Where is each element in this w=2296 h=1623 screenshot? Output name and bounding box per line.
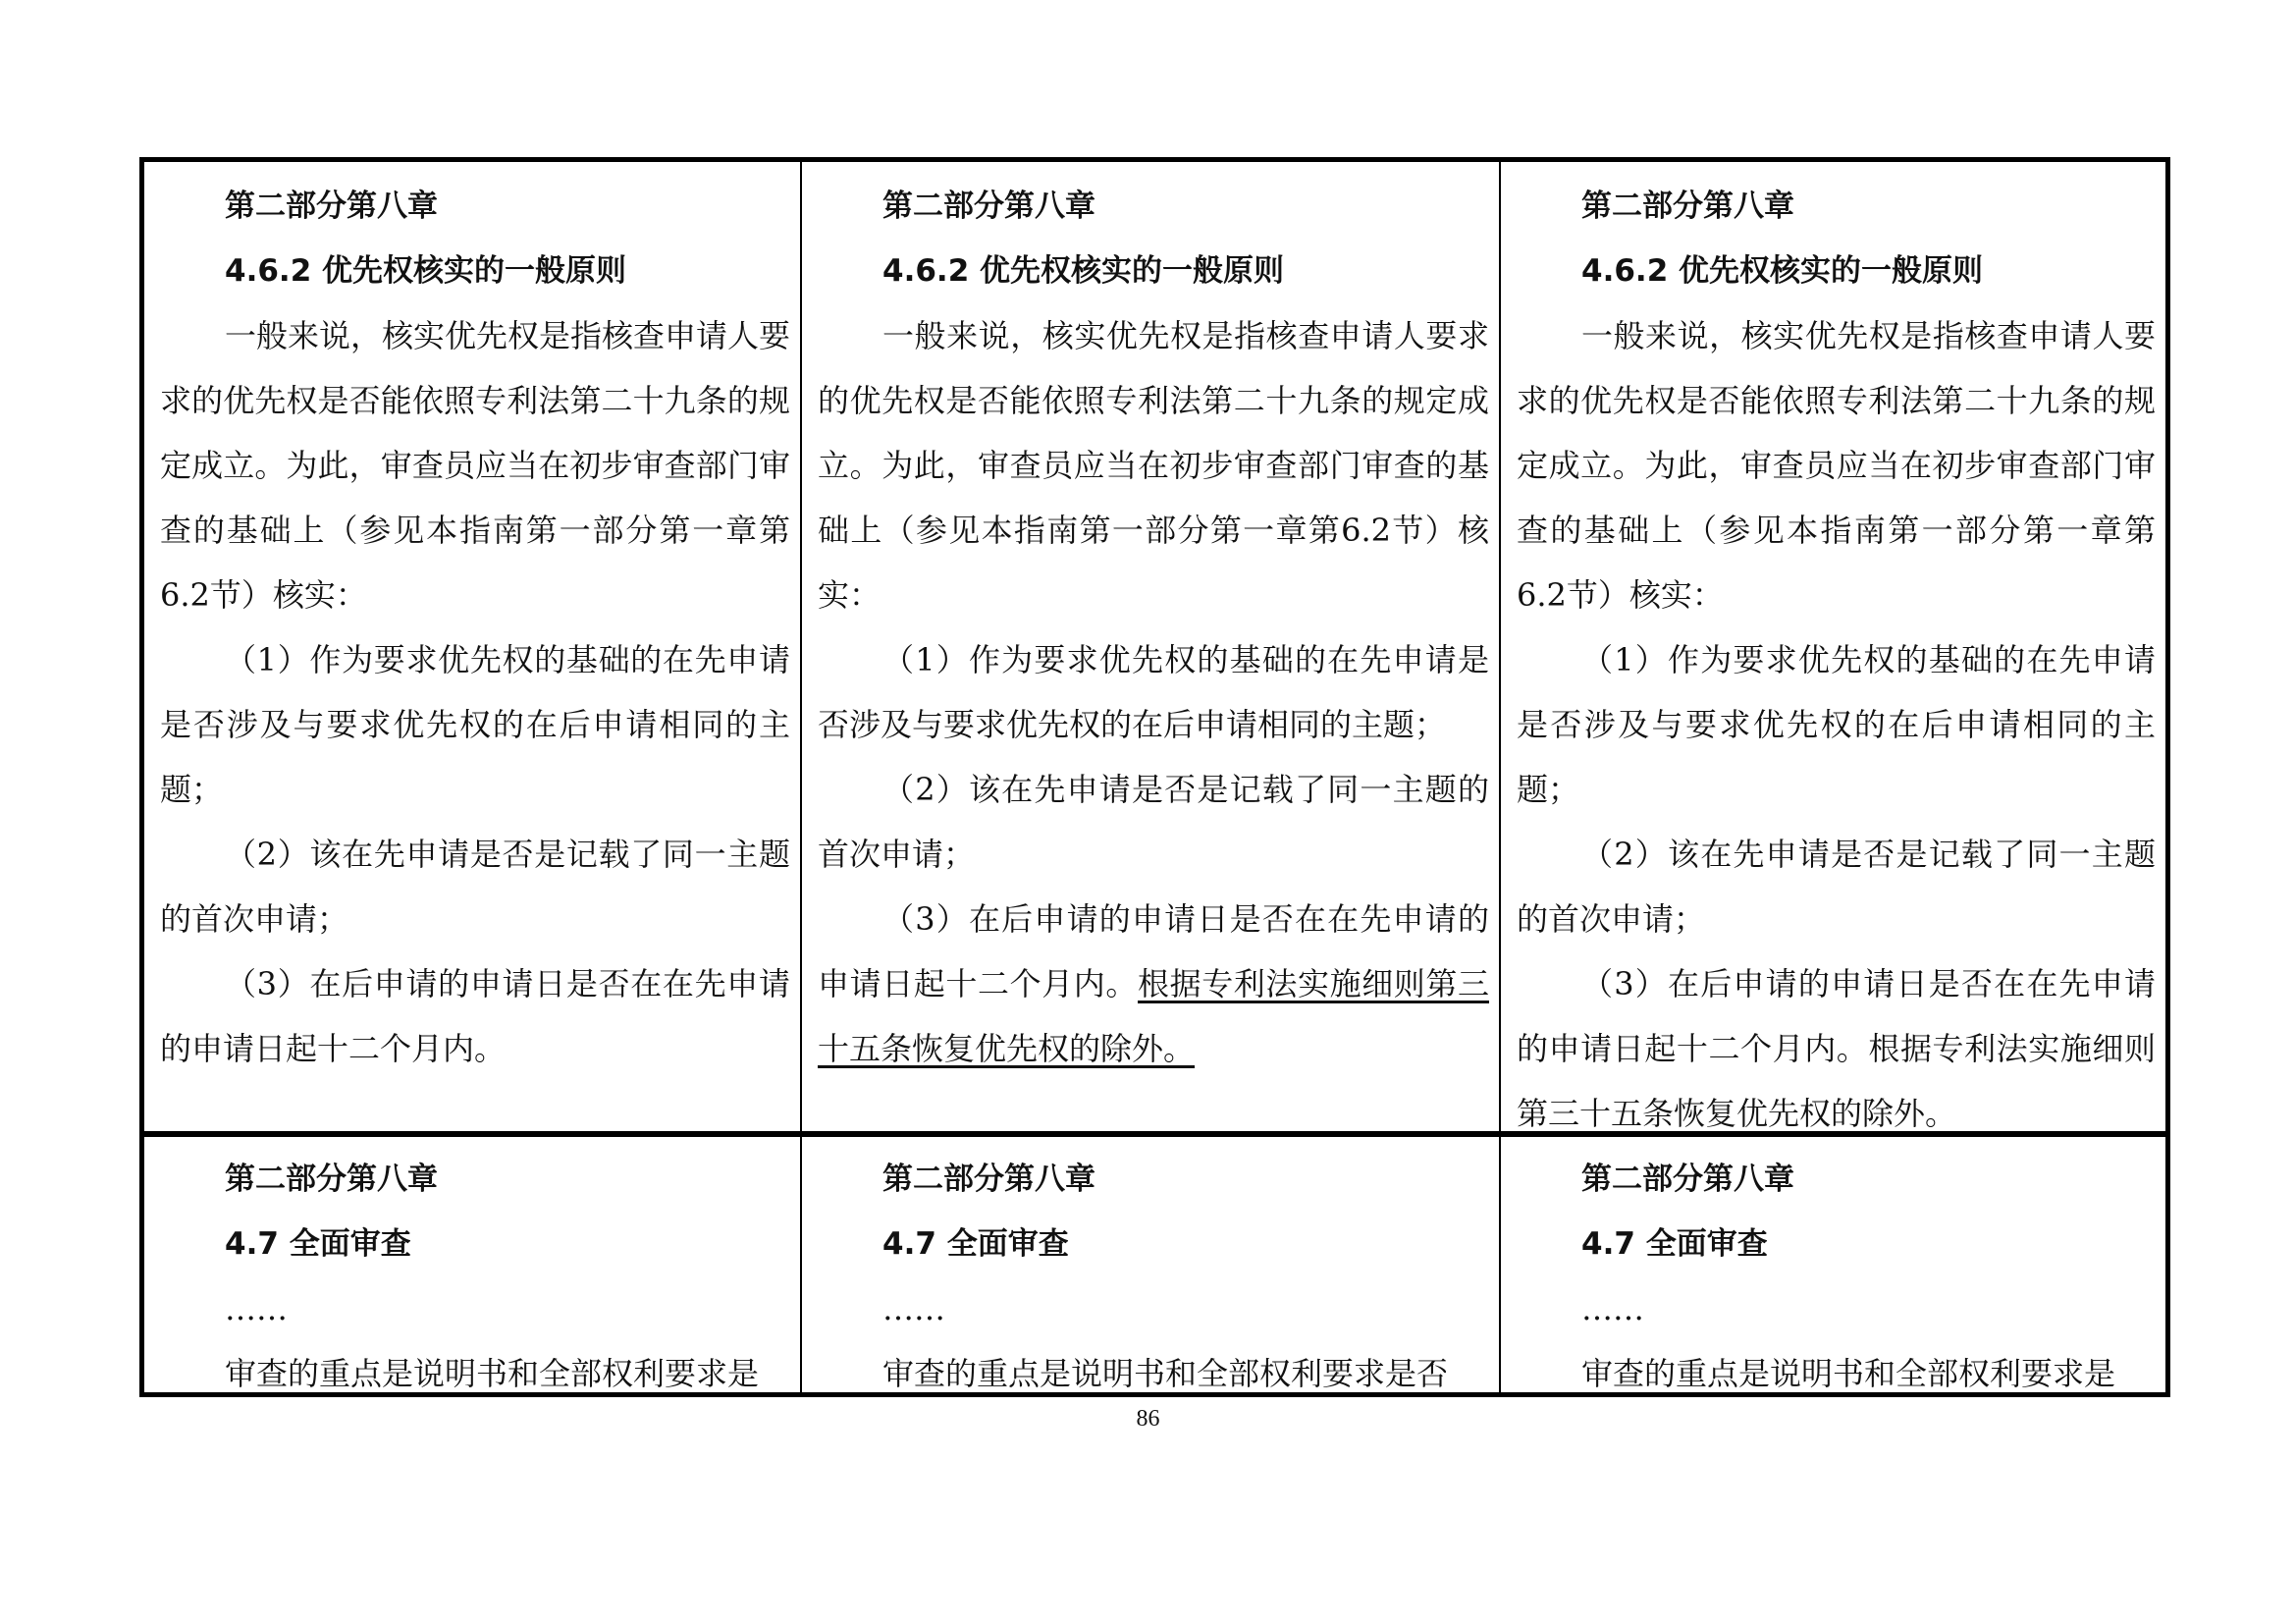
paragraph-start: 审查的重点是说明书和全部权利要求是 <box>1581 1355 2116 1392</box>
section-heading: 4.7 全面审查 <box>225 1226 411 1262</box>
table-cell-original <box>144 1137 802 1392</box>
paragraph-start: 审查的重点是说明书和全部权利要求是 <box>225 1355 760 1392</box>
amended-text: 根据专利法实施细则第三十五条恢复优先权的除外。 <box>818 965 1489 1067</box>
chapter-heading: 第二部分第八章 <box>225 189 438 224</box>
section-heading: 4.6.2 优先权核实的一般原则 <box>882 253 1285 289</box>
section-heading: 4.6.2 优先权核实的一般原则 <box>1581 253 1984 289</box>
table-row-priority <box>144 162 2165 1137</box>
page-number: 86 <box>1136 1406 1160 1432</box>
ellipsis: …… <box>225 1290 288 1327</box>
paragraph-item-2: （2）该在先申请是否是记载了同一主题的首次申请； <box>818 771 1489 873</box>
paragraph-intro: 一般来说，核实优先权是指核查申请人要求的优先权是否能依照专利法第二十九条的规定成立。为此，审查员应当在初步审查部门审查的基础上（参见本指南第一部分第一章第6.2节）核实： <box>160 317 791 614</box>
table-cell-original <box>144 162 802 1131</box>
paragraph-start: 审查的重点是说明书和全部权利要求是否 <box>882 1355 1449 1392</box>
paragraph-item-1: （1）作为要求优先权的基础的在先申请是否涉及与要求优先权的在后申请相同的主题； <box>1517 641 2156 808</box>
paragraph-item-2: （2）该在先申请是否是记载了同一主题的首次申请； <box>1517 836 2156 938</box>
paragraph-intro: 一般来说，核实优先权是指核查申请人要求的优先权是否能依照专利法第二十九条的规定成立。为此，审查员应当在初步审查部门审查的基础上（参见本指南第一部分第一章第6.2节）核实： <box>1517 317 2156 614</box>
chapter-heading: 第二部分第八章 <box>1581 189 1794 224</box>
section-heading: 4.7 全面审查 <box>882 1226 1069 1262</box>
paragraph-item-2: （2）该在先申请是否是记载了同一主题的首次申请； <box>160 836 790 938</box>
ellipsis: …… <box>882 1290 945 1327</box>
table-cell-draft <box>802 1137 1501 1392</box>
paragraph-item-1: （1）作为要求优先权的基础的在先申请是否涉及与要求优先权的在后申请相同的主题； <box>160 641 790 808</box>
section-heading: 4.6.2 优先权核实的一般原则 <box>225 253 627 289</box>
paragraph-item-3: （3）在后申请的申请日是否在在先申请的申请日起十二个月内。根据专利法实施细则第三十五条恢复优先权的除外。 <box>1517 965 2156 1131</box>
chapter-heading: 第二部分第八章 <box>882 1162 1095 1197</box>
ellipsis: …… <box>1581 1290 1644 1327</box>
section-heading: 4.7 全面审查 <box>1581 1226 1768 1262</box>
chapter-heading: 第二部分第八章 <box>1581 1162 1794 1197</box>
chapter-heading: 第二部分第八章 <box>882 189 1095 224</box>
paragraph-intro: 一般来说，核实优先权是指核查申请人要求的优先权是否能依照专利法第二十九条的规定成立。为此，审查员应当在初步审查部门审查的基础上（参见本指南第一部分第一章第6.2节）核实： <box>818 317 1489 614</box>
paragraph-item-3: （3）在后申请的申请日是否在在先申请的申请日起十二个月内。 <box>160 965 790 1067</box>
paragraph-item-1: （1）作为要求优先权的基础的在先申请是否涉及与要求优先权的在后申请相同的主题； <box>818 641 1489 743</box>
table-cell-revised <box>1501 162 2165 1131</box>
table-cell-draft <box>802 162 1501 1131</box>
comparison-table <box>139 157 2170 1397</box>
table-row-full-examination <box>144 1137 2165 1392</box>
paragraph-item-3-text: （3）在后申请的申请日是否在在先申请的申请日起十二个月内。 <box>818 900 1489 1002</box>
paragraph-item-3 <box>818 887 1489 1081</box>
table-cell-revised <box>1501 1137 2165 1392</box>
chapter-heading: 第二部分第八章 <box>225 1162 438 1197</box>
